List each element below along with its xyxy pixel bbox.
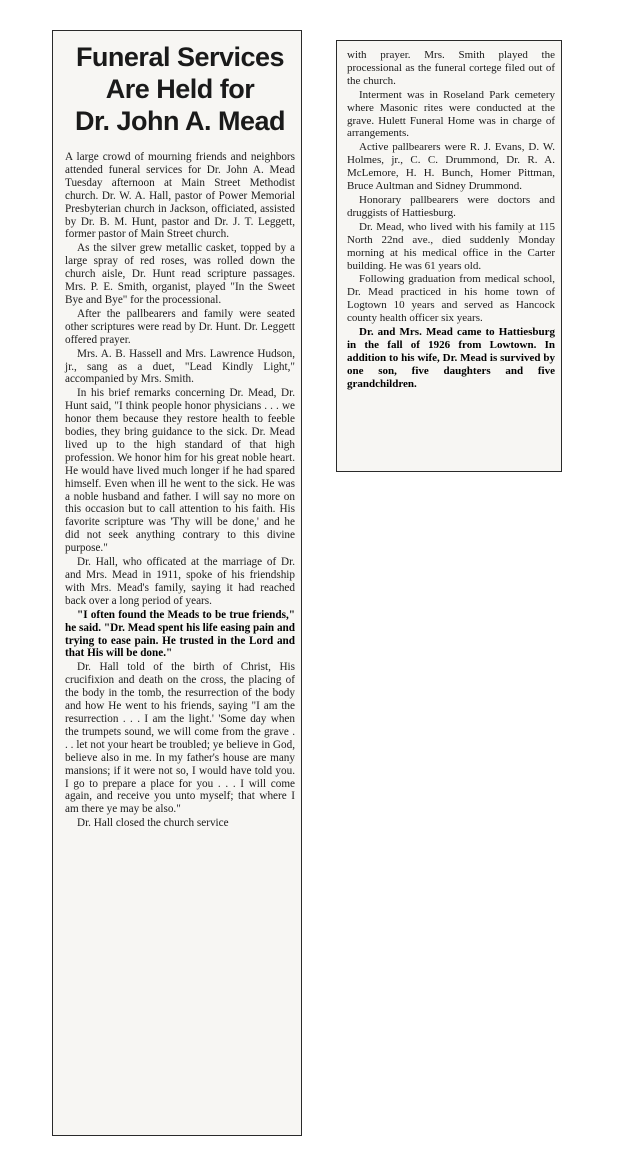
article-paragraph: Honorary pallbearers were doctors and druggists of Hattiesburg. xyxy=(347,193,555,219)
article-paragraph: Active pallbearers were R. J. Evans, D. W. Holmes, jr., C. C. Drummond, Dr. R. A. McLemore, H. H. Bunch, Homer Pittman, Bruce Aultman and Sidney Drummond. xyxy=(347,141,555,193)
article-paragraph: Dr. Mead, who lived with his family at 115 North 22nd ave., died suddenly Monday morning at his medical office in the Carter building. He was 61 years old. xyxy=(347,220,555,272)
article-paragraph: Following graduation from medical school, Dr. Mead practiced in his home town of Logtown 10 years and served as Hancock county health officer six years. xyxy=(347,273,555,325)
article-paragraph: Dr. Hall told of the birth of Christ, His crucifixion and death on the cross, the placing of the body in the tomb, the resurrection of the body and how He went to his friends, saying "I am the resurrection . . . I am the light.' 'Some day when the trumpets sound, we will come from the grave . . . let not your heart be troubled; ye believe in God, believe also in me. In my father's house are many mansions; if it were not so, I would have told you. I go to prepare a place for you . . . I will come again, and receive you unto myself; that where I am there ye may be also." xyxy=(65,661,295,816)
clipping-left-column xyxy=(52,30,302,1136)
article-paragraph: In his brief remarks concerning Dr. Mead, Dr. Hunt said, "I think people honor physicians . . . we honor them because they restore health to feeble bodies, they bring guidance to the sick. Dr. Mead lived up to the high standard of that high profession. We honor him for his great noble heart. He would have lived much longer if he had spared himself. Even when ill he went to the sick. He was a noble husband and father. I will say no more on this occasion but to call attention to his faith. His favorite scripture was 'Thy will be done,' and he did not seek anything contrary to this divine purpose." xyxy=(65,387,295,555)
article-paragraph: Dr. Hall, who officated at the marriage of Dr. and Mrs. Mead in 1911, spoke of his friendship with Mrs. Mead's family, saying it had reached back over a long period of years. xyxy=(65,556,295,607)
headline-line-3: Dr. John A. Mead xyxy=(74,106,286,136)
article-paragraph: A large crowd of mourning friends and neighbors attended funeral services for Dr. John A. Mead Tuesday afternoon at Main Street Methodist church. Dr. W. A. Hall, pastor of Power Memorial Presbyterian church in Jackson, officiated, assisted by Dr. B. M. Hunt, pastor and Dr. J. T. Leggett, former pastor of Main Street church. xyxy=(65,151,295,241)
headline-line-2: Are Held for xyxy=(105,74,255,104)
headline-line-1: Funeral Services xyxy=(75,42,285,72)
article-paragraph: with prayer. Mrs. Smith played the processional as the funeral cortege filed out of the church. xyxy=(347,49,555,87)
article-paragraph: As the silver grew metallic casket, topped by a large spray of red roses, was rolled down the church aisle, Dr. Hunt read scripture passages. Mrs. P. E. Smith, organist, played "In the Sweet Bye and Bye" for the processional. xyxy=(65,242,295,306)
article-paragraph: Dr. and Mrs. Mead came to Hattiesburg in the fall of 1926 from Lowtown. In addition to his wife, Dr. Mead is survived by one son, five daughters and five grandchildren. xyxy=(347,326,555,390)
article-paragraph: Dr. Hall closed the church service xyxy=(77,817,229,830)
article-paragraph: "I often found the Meads to be true friends," he said. "Dr. Mead spent his life easing pain and trying to ease pain. He trusted in the Lord and that His will be done." xyxy=(65,608,295,660)
headline xyxy=(65,41,295,137)
article-paragraph: Mrs. A. B. Hassell and Mrs. Lawrence Hudson, jr., sang as a duet, "Lead Kindly Light," accompanied by Mrs. Smith. xyxy=(65,347,295,386)
article-paragraph: After the pallbearers and family were seated other scriptures were read by Dr. Hunt. Dr. Leggett offered prayer. xyxy=(65,307,295,346)
clipping-right-column xyxy=(336,40,562,472)
article-paragraph: Interment was in Roseland Park cemetery where Masonic rites were conducted at the grave. Hulett Funeral Home was in charge of arrangements. xyxy=(347,88,555,140)
